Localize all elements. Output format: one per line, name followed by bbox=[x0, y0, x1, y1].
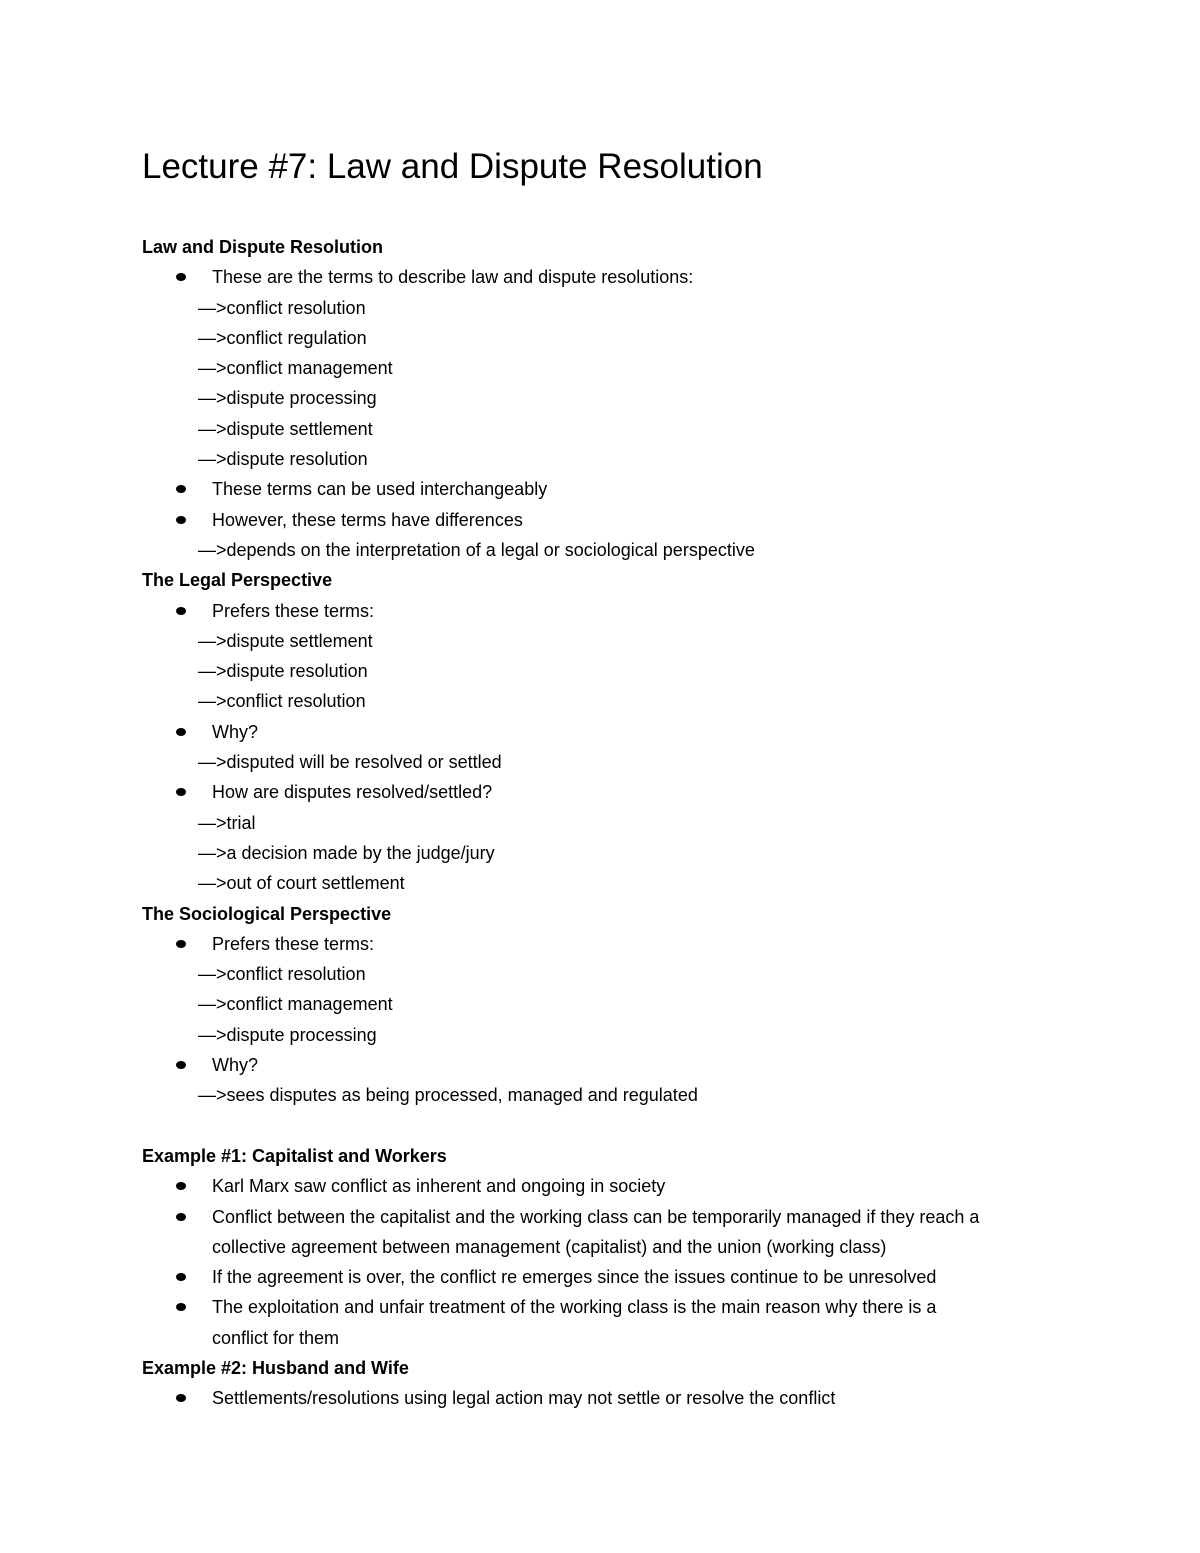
bullet-item bbox=[142, 1202, 1102, 1263]
bullet-icon bbox=[176, 607, 186, 615]
section bbox=[142, 899, 1102, 1111]
bullet-text: Why? bbox=[212, 1055, 259, 1076]
section bbox=[142, 232, 1102, 565]
bullet-icon bbox=[176, 485, 186, 493]
bullet-text: Conflict between the capitalist and the working class can be temporarily managed if they reach a bbox=[212, 1206, 980, 1227]
bullet-text: If the agreement is over, the conflict re emerges since the issues continue to be unresolved bbox=[212, 1267, 937, 1288]
bullet-icon bbox=[176, 1182, 186, 1190]
bullet-item bbox=[142, 717, 1102, 747]
bullet-icon bbox=[176, 1303, 186, 1311]
section bbox=[142, 565, 1102, 898]
bullet-item bbox=[142, 474, 1102, 504]
bullet-text: How are disputes resolved/settled? bbox=[212, 782, 493, 803]
sub-item: —>conflict resolution bbox=[198, 964, 366, 985]
bullet-text: These are the terms to describe law and dispute resolutions: bbox=[212, 267, 694, 288]
bullet-text: Prefers these terms: bbox=[212, 933, 375, 954]
bullet-item bbox=[142, 505, 1102, 535]
bullet-icon bbox=[176, 1394, 186, 1402]
bullet-item bbox=[142, 1171, 1102, 1201]
bullet-icon bbox=[176, 728, 186, 736]
sub-item: —>conflict resolution bbox=[198, 297, 366, 318]
bullet-text: However, these terms have differences bbox=[212, 509, 523, 530]
document-title: Lecture #7: Law and Dispute Resolution bbox=[142, 147, 763, 186]
document-page bbox=[142, 146, 1102, 1414]
sub-item: —>sees disputes as being processed, managed and regulated bbox=[198, 1085, 698, 1106]
bullet-item bbox=[142, 1262, 1102, 1292]
bullet-item bbox=[142, 596, 1102, 626]
bullet-icon bbox=[176, 516, 186, 524]
bullet-text: The exploitation and unfair treatment of the working class is the main reason why there is a bbox=[212, 1297, 937, 1318]
section-heading: Law and Dispute Resolution bbox=[142, 237, 384, 257]
sub-item: —>trial bbox=[198, 812, 256, 833]
bullet-text: Karl Marx saw conflict as inherent and ongoing in society bbox=[212, 1176, 666, 1197]
section-heading: The Legal Perspective bbox=[142, 570, 333, 591]
bullet-item bbox=[142, 929, 1102, 959]
bullet-item bbox=[142, 1050, 1102, 1080]
section bbox=[142, 1353, 1102, 1414]
section-heading: The Sociological Perspective bbox=[142, 903, 392, 924]
sub-item: —>dispute settlement bbox=[198, 630, 373, 651]
sub-item: —>dispute resolution bbox=[198, 661, 368, 682]
bullet-icon bbox=[176, 788, 186, 796]
bullet-icon bbox=[176, 1213, 186, 1221]
bullet-item bbox=[142, 262, 1102, 292]
bullet-text: These terms can be used interchangeably bbox=[212, 479, 548, 500]
sub-item: —>out of court settlement bbox=[198, 873, 405, 894]
bullet-icon bbox=[176, 1273, 186, 1281]
sub-item: —>dispute processing bbox=[198, 1024, 377, 1045]
section-heading: Example #2: Husband and Wife bbox=[142, 1357, 409, 1378]
bullet-item bbox=[142, 777, 1102, 807]
bullet-icon bbox=[176, 1061, 186, 1069]
sub-item: —>conflict management bbox=[198, 994, 393, 1015]
sub-item: —>dispute settlement bbox=[198, 418, 373, 439]
bullet-item bbox=[142, 1383, 1102, 1413]
sub-item: —>dispute processing bbox=[198, 388, 377, 409]
bullet-item bbox=[142, 1292, 1102, 1353]
sub-item: —>disputed will be resolved or settled bbox=[198, 752, 502, 773]
sub-item: —>conflict resolution bbox=[198, 691, 366, 712]
bullet-icon bbox=[176, 940, 186, 948]
bullet-text: Why? bbox=[212, 721, 259, 742]
sub-item: —>depends on the interpretation of a legal or sociological perspective bbox=[198, 539, 755, 560]
document-body bbox=[142, 232, 1102, 1414]
sub-item: —>a decision made by the judge/jury bbox=[198, 842, 495, 863]
bullet-text: Prefers these terms: bbox=[212, 600, 375, 621]
sub-item: —>conflict management bbox=[198, 358, 393, 379]
section bbox=[142, 1141, 1102, 1353]
sub-item: —>conflict regulation bbox=[198, 327, 367, 348]
sub-item: —>dispute resolution bbox=[198, 449, 368, 470]
bullet-text: Settlements/resolutions using legal action may not settle or resolve the conflict bbox=[212, 1388, 836, 1409]
bullet-text: conflict for them bbox=[212, 1327, 340, 1348]
section-heading: Example #1: Capitalist and Workers bbox=[142, 1145, 447, 1166]
bullet-text: collective agreement between management (capitalist) and the union (working class) bbox=[212, 1236, 887, 1257]
bullet-icon bbox=[176, 273, 186, 281]
